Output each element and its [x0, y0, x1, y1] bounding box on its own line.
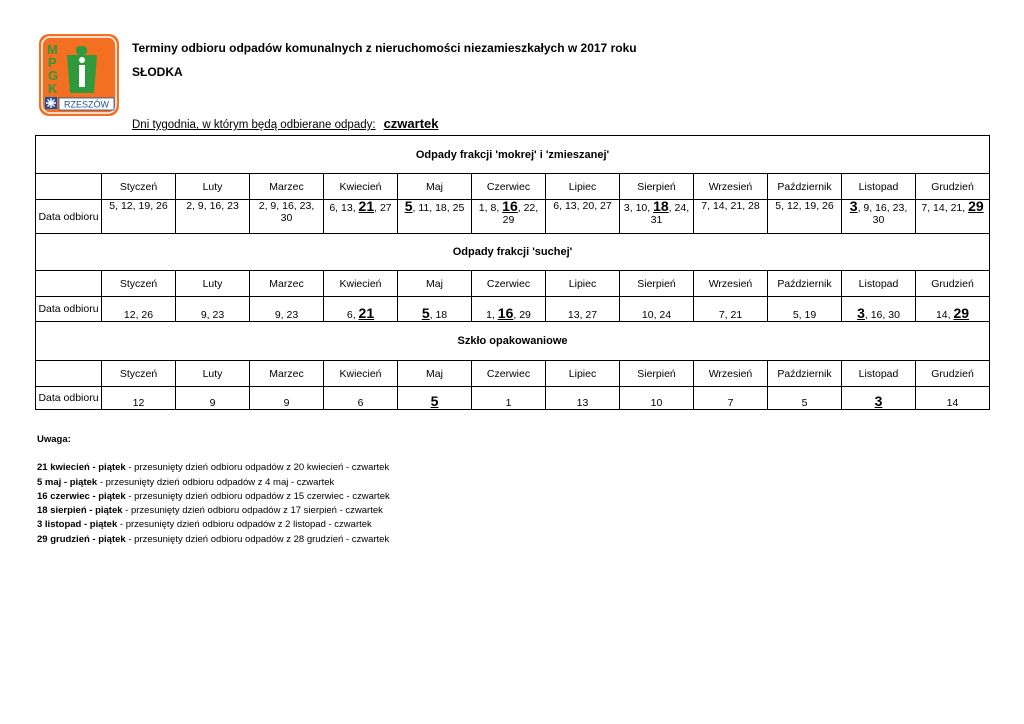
note-item	[37, 504, 390, 518]
collection-date: 29	[968, 198, 984, 214]
note-text: - przesunięty dzień odbioru odpadów z 2 listopad - czwartek	[117, 519, 372, 531]
collection-date: 24	[674, 202, 687, 214]
collection-date: 2	[186, 200, 193, 212]
schedule-table	[35, 135, 990, 410]
collection-date: 1	[486, 309, 492, 321]
date-cell	[398, 387, 472, 410]
collection-date: 23	[227, 200, 239, 212]
month-header: Grudzień	[916, 174, 990, 200]
date-cell: 5, 12, 19, 26	[768, 200, 842, 234]
date-cell: 7, 14, 21, 28	[694, 200, 768, 234]
collection-date: 23	[892, 202, 905, 214]
month-header: Czerwiec	[472, 271, 546, 297]
collection-date: 7	[718, 309, 725, 321]
month-header: Maj	[398, 271, 472, 297]
collection-date: 9	[863, 202, 870, 214]
collection-date: 30	[872, 214, 885, 226]
date-cell: 9, 23	[250, 297, 324, 322]
empty-header-cell	[36, 271, 102, 297]
month-header: Wrzesień	[694, 174, 768, 200]
logo-emblem-icon	[45, 97, 57, 109]
date-cell: 13, 27	[546, 297, 620, 322]
collection-date: 20	[582, 200, 595, 212]
collection-date: 10	[650, 397, 663, 409]
collection-date: 23	[212, 309, 225, 321]
logo-letter: M	[47, 42, 58, 57]
collection-date: 21	[950, 202, 963, 214]
collection-date: 19	[804, 309, 817, 321]
month-header: Grudzień	[916, 271, 990, 297]
collection-date: 9	[209, 397, 216, 409]
logo-letter: K	[48, 81, 58, 96]
dates-row	[36, 200, 990, 234]
date-cell: 12, 26	[102, 297, 176, 322]
collection-date: 21	[358, 198, 375, 214]
collection-date: 1	[505, 397, 512, 409]
collection-date: 14	[933, 202, 945, 214]
note-date: 21 kwiecień - piątek	[37, 462, 126, 474]
date-cell: 6, 13, 21, 27	[324, 200, 398, 234]
mpgk-logo	[39, 34, 119, 116]
month-header: Wrzesień	[694, 271, 768, 297]
notes	[37, 433, 390, 547]
months-header-row	[36, 174, 990, 200]
section-title: Odpady frakcji 'suchej'	[36, 234, 990, 271]
collection-date: 5	[404, 198, 413, 214]
month-header: Czerwiec	[472, 174, 546, 200]
collection-date: 16	[870, 309, 883, 321]
collection-date: 19	[804, 200, 817, 212]
section-title: Odpady frakcji 'mokrej' i 'zmieszanej'	[36, 136, 990, 174]
month-header: Listopad	[842, 174, 916, 200]
collection-date: 8	[490, 202, 497, 214]
date-cell: 2, 9, 16, 23, 30	[250, 200, 324, 234]
date-cell: 2, 9, 16, 23	[176, 200, 250, 234]
month-header: Marzec	[250, 271, 324, 297]
date-cell: 3, 10, 18, 24, 31	[620, 200, 694, 234]
collection-days-line	[132, 116, 439, 131]
collection-date: 26	[156, 200, 168, 212]
collection-date: 9	[200, 309, 207, 321]
collection-date: 5	[430, 393, 439, 409]
date-cell	[768, 387, 842, 410]
date-cell: 3, 9, 16, 23, 30	[842, 200, 916, 234]
collection-date: 10	[641, 309, 654, 321]
empty-header-cell	[36, 174, 102, 200]
date-cell: 1, 16, 29	[472, 297, 546, 322]
month-header: Październik	[768, 174, 842, 200]
empty-header-cell	[36, 361, 102, 387]
note-text: - przesunięty dzień odbioru odpadów z 28 grudzień - czwartek	[125, 533, 390, 545]
note-text: - przesunięty dzień odbioru odpadów z 20 kwiecień - czwartek	[125, 462, 390, 474]
collection-date: 21	[730, 200, 743, 212]
collection-date: 3	[857, 305, 865, 321]
date-cell: 14, 29	[916, 297, 990, 322]
collection-date: 30	[280, 212, 293, 224]
note-date: 3 listopad - piątek	[37, 519, 118, 531]
collection-date: 27	[600, 200, 612, 212]
note-date: 5 maj - piątek	[37, 476, 98, 488]
month-header: Marzec	[250, 174, 324, 200]
collection-date: 5	[421, 305, 430, 321]
date-cell	[620, 387, 694, 410]
date-cell	[176, 387, 250, 410]
note-date: 18 sierpień - piątek	[37, 505, 123, 517]
date-cell: 7, 14, 21, 29	[916, 200, 990, 234]
collection-date: 27	[585, 309, 598, 321]
collection-date: 24	[659, 309, 672, 321]
note-item	[37, 518, 390, 532]
note-date: 16 czerwiec - piątek	[37, 490, 126, 502]
date-cell: 10, 24	[620, 297, 694, 322]
months-header-row	[36, 361, 990, 387]
logo-city: RZESZÓW	[64, 99, 109, 110]
logo-letter: P	[48, 55, 57, 70]
collection-date: 12	[786, 200, 799, 212]
date-cell: 5, 18	[398, 297, 472, 322]
note-item	[37, 533, 390, 547]
collection-day-value: czwartek	[383, 116, 439, 131]
collection-date: 30	[888, 309, 900, 321]
date-cell	[102, 387, 176, 410]
collection-date: 23	[286, 309, 299, 321]
month-header: Grudzień	[916, 361, 990, 387]
collection-date: 6	[346, 309, 353, 321]
collection-date: 16	[282, 200, 294, 212]
note-item	[37, 461, 390, 475]
collection-date: 25	[452, 202, 465, 214]
date-cell: 1, 8, 16, 22, 29	[472, 200, 546, 234]
month-header: Sierpień	[620, 271, 694, 297]
collection-date: 22	[523, 202, 536, 214]
collection-date: 13	[564, 200, 577, 212]
month-header: Luty	[176, 361, 250, 387]
section-title-row	[36, 322, 990, 361]
month-header: Lipiec	[546, 271, 620, 297]
collection-days-label: Dni tygodnia, w którym będą odbierane odpady:	[132, 119, 376, 131]
collection-date: 13	[567, 309, 580, 321]
collection-date: 10	[635, 202, 648, 214]
dates-row	[36, 387, 990, 410]
collection-date: 14	[946, 397, 959, 409]
month-header: Styczeń	[102, 174, 176, 200]
collection-date: 27	[379, 202, 392, 214]
collection-date: 28	[748, 200, 760, 212]
collection-date: 29	[519, 309, 531, 321]
date-cell	[324, 387, 398, 410]
collection-date: 1	[478, 202, 485, 214]
location-name: SŁODKA	[132, 65, 183, 79]
collection-date: 11	[418, 202, 430, 214]
collection-date: 5	[775, 200, 782, 212]
collection-date: 14	[712, 200, 725, 212]
section-title-row	[36, 136, 990, 174]
month-header: Listopad	[842, 361, 916, 387]
note-date: 29 grudzień - piątek	[37, 533, 126, 545]
collection-date: 6	[553, 200, 560, 212]
date-cell: 3, 16, 30	[842, 297, 916, 322]
month-header: Sierpień	[620, 361, 694, 387]
months-header-row	[36, 271, 990, 297]
date-cell: 6, 13, 20, 27	[546, 200, 620, 234]
collection-date: 9	[197, 200, 204, 212]
row-label: Data odbioru	[36, 387, 102, 410]
date-cell: 6, 21	[324, 297, 398, 322]
note-item	[37, 476, 390, 490]
date-cell	[250, 387, 324, 410]
collection-date: 12	[120, 200, 133, 212]
collection-date: 7	[727, 397, 734, 409]
collection-date: 13	[576, 397, 589, 409]
section-title-row	[36, 234, 990, 271]
collection-date: 6	[357, 397, 364, 409]
date-cell	[842, 387, 916, 410]
month-header: Luty	[176, 271, 250, 297]
date-cell	[546, 387, 620, 410]
logo-letter: G	[48, 68, 59, 83]
notes-title: Uwaga:	[37, 434, 71, 445]
notes-list	[37, 461, 390, 547]
month-header: Sierpień	[620, 174, 694, 200]
collection-date: 26	[822, 200, 834, 212]
month-header: Kwiecień	[324, 174, 398, 200]
date-cell: 5, 12, 19, 26	[102, 200, 176, 234]
note-text: - przesunięty dzień odbioru odpadów z 17 sierpień - czwartek	[122, 505, 383, 517]
date-cell	[694, 387, 768, 410]
date-cell: 7, 21	[694, 297, 768, 322]
note-item	[37, 490, 390, 504]
collection-date: 7	[921, 202, 928, 214]
collection-date: 21	[730, 309, 743, 321]
month-header: Styczeń	[102, 271, 176, 297]
month-header: Lipiec	[546, 174, 620, 200]
collection-date: 23	[299, 200, 312, 212]
collection-date: 9	[270, 200, 277, 212]
collection-date: 16	[502, 198, 518, 214]
collection-date: 6	[329, 202, 336, 214]
collection-date: 3	[874, 393, 883, 409]
collection-date: 16	[875, 202, 887, 214]
month-header: Styczeń	[102, 361, 176, 387]
month-header: Czerwiec	[472, 361, 546, 387]
collection-date: 7	[701, 200, 708, 212]
collection-date: 5	[109, 200, 116, 212]
collection-date: 9	[274, 309, 281, 321]
collection-date: 19	[138, 200, 151, 212]
collection-date: 18	[435, 309, 448, 321]
month-header: Marzec	[250, 361, 324, 387]
month-header: Maj	[398, 174, 472, 200]
note-text: - przesunięty dzień odbioru odpadów z 4 maj - czwartek	[97, 476, 335, 488]
date-cell: 9, 23	[176, 297, 250, 322]
collection-date: 13	[341, 202, 353, 214]
month-header: Listopad	[842, 271, 916, 297]
page-title: Terminy odbioru odpadów komunalnych z nieruchomości niezamieszkałych w 2017 roku	[132, 41, 637, 55]
month-header: Październik	[768, 271, 842, 297]
collection-date: 29	[953, 305, 970, 321]
month-header: Wrzesień	[694, 361, 768, 387]
date-cell	[916, 387, 990, 410]
collection-date: 31	[650, 214, 663, 226]
collection-date: 16	[209, 200, 222, 212]
collection-date: 14	[935, 309, 948, 321]
month-header: Lipiec	[546, 361, 620, 387]
collection-date: 2	[258, 200, 265, 212]
date-cell: 5, 19	[768, 297, 842, 322]
collection-date: 21	[358, 305, 375, 321]
collection-date: 3	[849, 198, 858, 214]
collection-date: 18	[653, 198, 669, 214]
collection-date: 5	[792, 309, 799, 321]
month-header: Kwiecień	[324, 271, 398, 297]
collection-date: 12	[132, 397, 145, 409]
collection-date: 18	[435, 202, 447, 214]
collection-date: 5	[801, 397, 808, 409]
collection-date: 26	[141, 309, 154, 321]
date-cell	[472, 387, 546, 410]
collection-date: 3	[623, 202, 630, 214]
collection-date: 9	[283, 397, 290, 409]
dates-row	[36, 297, 990, 322]
collection-date: 16	[497, 305, 514, 321]
row-label: Data odbioru	[36, 297, 102, 322]
month-header: Październik	[768, 361, 842, 387]
collection-date: 12	[123, 309, 136, 321]
row-label: Data odbioru	[36, 200, 102, 234]
month-header: Luty	[176, 174, 250, 200]
collection-date: 29	[502, 214, 515, 226]
date-cell: 5, 11, 18, 25	[398, 200, 472, 234]
month-header: Kwiecień	[324, 361, 398, 387]
section-title: Szkło opakowaniowe	[36, 322, 990, 361]
note-text: - przesunięty dzień odbioru odpadów z 15 czerwiec - czwartek	[125, 490, 390, 502]
month-header: Maj	[398, 361, 472, 387]
